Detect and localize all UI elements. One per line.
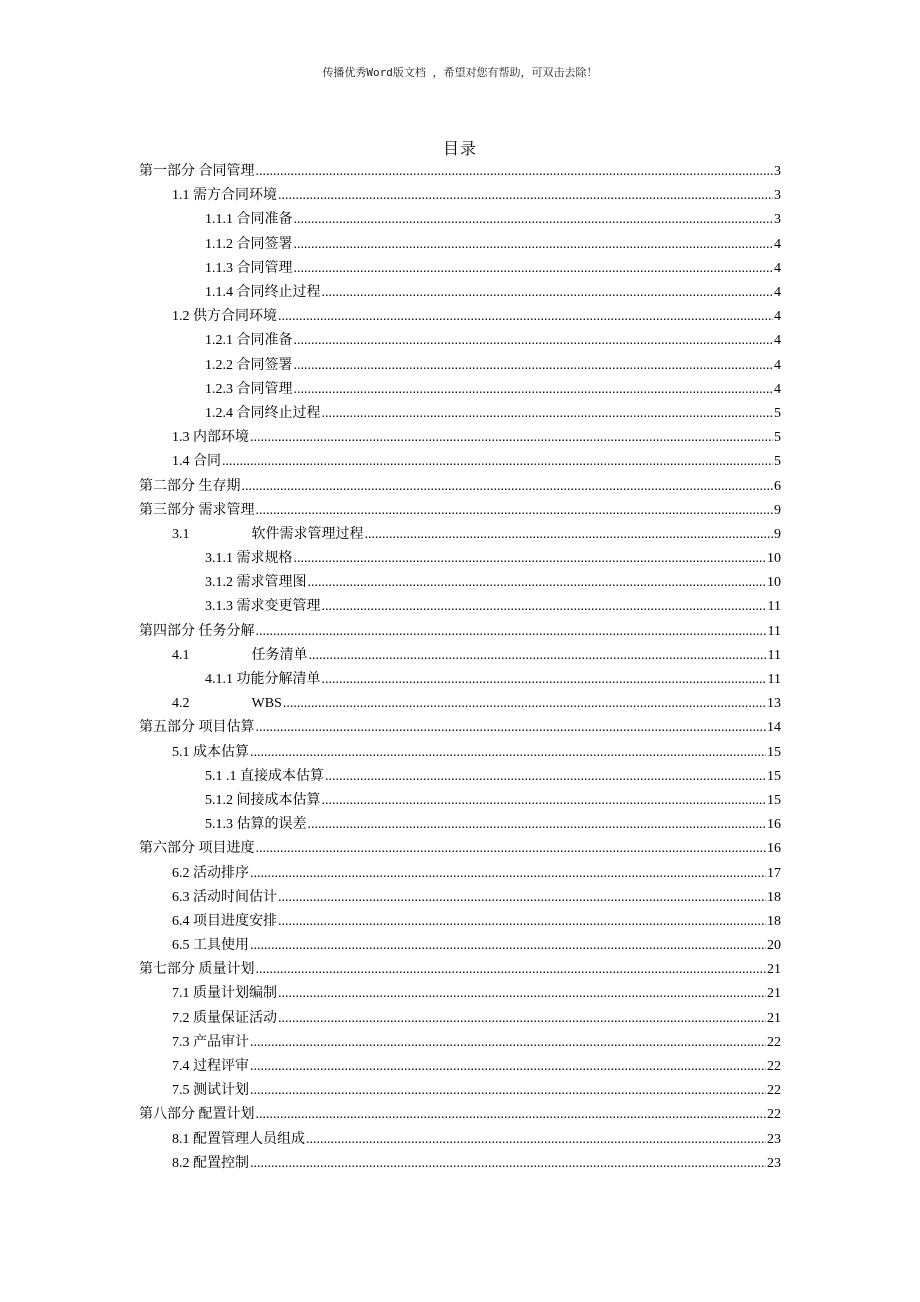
toc-entry[interactable] (139, 571, 781, 595)
toc-leader (278, 187, 773, 205)
toc-leader (365, 526, 774, 544)
toc-entry-label: 5.1.2 间接成本估算 (205, 792, 321, 808)
toc-leader (325, 768, 766, 786)
toc-entry-label: 7.4 过程评审 (172, 1059, 249, 1075)
toc-entry-label: 6.4 项目进度安排 (172, 913, 277, 929)
toc-entry-label: 7.1 质量计划编制 (172, 986, 277, 1002)
toc-entry-label: 1.1 需方合同环境 (172, 188, 277, 204)
toc-leader (308, 816, 767, 834)
toc-entry-page: 22 (767, 1059, 781, 1075)
toc-entry-label-wrap (172, 647, 308, 665)
toc-entry[interactable] (139, 934, 781, 958)
toc-entry-page: 5 (774, 430, 781, 446)
toc-entry[interactable] (139, 402, 781, 426)
toc-entry-label: 第四部分 任务分解 (139, 623, 255, 639)
toc-leader (306, 1131, 766, 1149)
toc-entry-label: 1.2.4 合同终止过程 (205, 405, 321, 421)
toc-entry-label: 软件需求管理过程 (251, 526, 364, 542)
toc-entry-page: 5 (774, 405, 781, 421)
toc-entry[interactable] (139, 1103, 781, 1127)
toc-entry-label: 1.2.2 合同签署 (205, 357, 293, 373)
watermark-text: 传播优秀Word版文档 ，希望对您有帮助，可双击去除！ (322, 66, 598, 79)
toc-entry-page: 21 (767, 986, 781, 1002)
toc-entry-page: 4 (774, 309, 781, 325)
toc-leader (309, 647, 767, 665)
toc-entry-page: 10 (767, 551, 781, 567)
toc-entry[interactable] (139, 910, 781, 934)
toc-entry-label: 4.1.1 功能分解清单 (205, 672, 321, 688)
toc-entry-label: 第六部分 项目进度 (139, 841, 255, 857)
toc-entry[interactable] (139, 982, 781, 1006)
toc-entry[interactable] (139, 257, 781, 281)
toc-entry-number: 4.1 (172, 647, 190, 663)
toc-entry[interactable] (139, 861, 781, 885)
toc-entry-page: 11 (767, 623, 781, 639)
toc-entry-label: 3.1.1 需求规格 (205, 551, 293, 567)
toc-entry-page: 6 (774, 478, 781, 494)
toc-entry[interactable] (139, 378, 781, 402)
toc-entry-page: 21 (767, 1010, 781, 1026)
toc-entry[interactable] (139, 765, 781, 789)
toc-entry-page: 20 (767, 938, 781, 954)
toc-entry[interactable] (139, 160, 781, 184)
toc-leader (294, 260, 774, 278)
toc-leader (278, 913, 766, 931)
toc-leader (294, 211, 774, 229)
toc-leader (322, 671, 767, 689)
toc-entry[interactable] (139, 595, 781, 619)
toc-entry[interactable] (139, 184, 781, 208)
toc-leader (256, 163, 774, 181)
toc-entry[interactable] (139, 233, 781, 257)
toc-entry-page: 23 (767, 1155, 781, 1171)
toc-entry[interactable] (139, 837, 781, 861)
toc-leader (256, 1106, 767, 1124)
toc-leader (294, 236, 774, 254)
toc-leader (294, 332, 774, 350)
toc-entry-page: 3 (774, 212, 781, 228)
toc-entry[interactable] (139, 1007, 781, 1031)
toc-entry-label: 3.1.3 需求变更管理 (205, 599, 321, 615)
toc-entry-page: 15 (767, 744, 781, 760)
toc-entry[interactable] (139, 523, 781, 547)
toc-entry-page: 15 (767, 768, 781, 784)
toc-leader (256, 502, 774, 520)
toc-leader (294, 357, 774, 375)
toc-entry-label: 1.1.3 合同管理 (205, 260, 293, 276)
toc-leader (250, 1082, 766, 1100)
toc-entry-page: 23 (767, 1131, 781, 1147)
toc-entry-label: 6.3 活动时间估计 (172, 889, 277, 905)
toc-entry[interactable] (139, 426, 781, 450)
toc-entry-label: 1.4 合同 (172, 454, 221, 470)
toc-entry-label: 1.2.1 合同准备 (205, 333, 293, 349)
toc-entry-page: 17 (767, 865, 781, 881)
toc-entry-label: 第七部分 质量计划 (139, 962, 255, 978)
toc-entry-label: 7.3 产品审计 (172, 1034, 249, 1050)
toc-entry[interactable] (139, 474, 781, 498)
toc-entry[interactable] (139, 886, 781, 910)
toc-entry[interactable] (139, 1128, 781, 1152)
toc-entry-label: 第五部分 项目估算 (139, 720, 255, 736)
table-of-contents (139, 160, 781, 1176)
toc-entry-number: 4.2 (172, 696, 190, 712)
toc-entry-label: 8.1 配置管理人员组成 (172, 1131, 305, 1147)
toc-entry-page: 9 (774, 526, 781, 542)
toc-leader (322, 792, 767, 810)
toc-leader (256, 961, 767, 979)
toc-entry[interactable] (139, 789, 781, 813)
toc-entry-page: 4 (774, 260, 781, 276)
toc-entry-label: 8.2 配置控制 (172, 1155, 249, 1171)
toc-entry-label: 5.1 .1 直接成本估算 (205, 768, 324, 784)
toc-entry-page: 9 (774, 502, 781, 518)
toc-entry-page: 15 (767, 792, 781, 808)
toc-entry-label-wrap (172, 526, 364, 544)
toc-entry-page: 18 (767, 889, 781, 905)
toc-entry[interactable] (139, 450, 781, 474)
toc-entry-page: 22 (767, 1107, 781, 1123)
toc-entry-page: 10 (767, 575, 781, 591)
toc-leader (242, 478, 774, 496)
toc-leader (278, 308, 773, 326)
toc-entry[interactable] (139, 958, 781, 982)
toc-leader (308, 574, 767, 592)
toc-entry[interactable] (139, 692, 781, 716)
toc-entry[interactable] (139, 1152, 781, 1176)
toc-entry-label: WBS (251, 696, 282, 712)
toc-entry[interactable] (139, 813, 781, 837)
toc-leader (278, 889, 766, 907)
toc-entry-page: 11 (767, 672, 781, 688)
toc-entry-page: 3 (774, 164, 781, 180)
toc-entry-number: 3.1 (172, 526, 190, 542)
toc-entry-label: 第二部分 生存期 (139, 478, 241, 494)
toc-leader (256, 623, 767, 641)
toc-entry-page: 11 (767, 647, 781, 663)
toc-entry-label: 5.1.3 估算的误差 (205, 817, 307, 833)
toc-entry-page: 21 (767, 962, 781, 978)
toc-leader (250, 937, 766, 955)
toc-entry-label: 1.1.1 合同准备 (205, 212, 293, 228)
toc-entry-page: 22 (767, 1083, 781, 1099)
toc-entry-page: 4 (774, 357, 781, 373)
toc-leader (250, 429, 773, 447)
toc-entry[interactable] (139, 1079, 781, 1103)
toc-entry[interactable] (139, 1055, 781, 1079)
toc-leader (256, 719, 767, 737)
toc-leader (278, 985, 766, 1003)
toc-entry[interactable] (139, 354, 781, 378)
toc-leader (250, 865, 766, 883)
toc-entry-page: 22 (767, 1034, 781, 1050)
toc-entry[interactable] (139, 499, 781, 523)
toc-leader (294, 550, 767, 568)
toc-leader (256, 840, 767, 858)
toc-entry-label: 5.1 成本估算 (172, 744, 249, 760)
toc-leader (322, 598, 767, 616)
toc-entry[interactable] (139, 305, 781, 329)
toc-entry[interactable] (139, 329, 781, 353)
toc-entry-label: 任务清单 (251, 647, 308, 663)
toc-entry[interactable] (139, 1031, 781, 1055)
toc-entry[interactable] (139, 208, 781, 232)
toc-entry-label: 3.1.2 需求管理图 (205, 575, 307, 591)
toc-entry-label: 1.1.2 合同签署 (205, 236, 293, 252)
toc-entry-label: 1.2 供方合同环境 (172, 309, 277, 325)
toc-leader (322, 405, 774, 423)
toc-leader (322, 284, 774, 302)
toc-entry[interactable] (139, 716, 781, 740)
toc-leader (278, 1010, 766, 1028)
toc-entry-label: 6.2 活动排序 (172, 865, 249, 881)
toc-entry[interactable] (139, 547, 781, 571)
toc-leader (222, 453, 773, 471)
toc-entry-page: 16 (767, 841, 781, 857)
toc-entry-page: 11 (767, 599, 781, 615)
toc-entry[interactable] (139, 668, 781, 692)
toc-entry-page: 16 (767, 817, 781, 833)
toc-entry-page: 4 (774, 381, 781, 397)
toc-title: 目录 (442, 141, 477, 158)
toc-entry-label: 第三部分 需求管理 (139, 502, 255, 518)
toc-leader (250, 1058, 766, 1076)
toc-entry-label-wrap (172, 695, 282, 713)
toc-entry-page: 18 (767, 913, 781, 929)
toc-entry-label: 第一部分 合同管理 (139, 164, 255, 180)
toc-entry-page: 5 (774, 454, 781, 470)
toc-entry-label: 7.2 质量保证活动 (172, 1010, 277, 1026)
toc-entry-label: 6.5 工具使用 (172, 938, 249, 954)
toc-entry-label: 1.1.4 合同终止过程 (205, 285, 321, 301)
toc-entry-page: 14 (767, 720, 781, 736)
toc-leader (294, 381, 774, 399)
toc-entry-page: 3 (774, 188, 781, 204)
toc-entry-page: 13 (767, 696, 781, 712)
toc-entry-label: 1.3 内部环境 (172, 430, 249, 446)
toc-leader (250, 744, 766, 762)
toc-entry-label: 7.5 测试计划 (172, 1083, 249, 1099)
toc-leader (283, 695, 766, 713)
toc-entry-page: 4 (774, 333, 781, 349)
toc-entry[interactable] (139, 281, 781, 305)
toc-entry[interactable] (139, 741, 781, 765)
toc-entry-page: 4 (774, 285, 781, 301)
toc-entry[interactable] (139, 644, 781, 668)
toc-entry-label: 第八部分 配置计划 (139, 1107, 255, 1123)
toc-leader (250, 1034, 766, 1052)
toc-leader (250, 1155, 766, 1173)
toc-entry[interactable] (139, 620, 781, 644)
toc-entry-label: 1.2.3 合同管理 (205, 381, 293, 397)
toc-entry-page: 4 (774, 236, 781, 252)
